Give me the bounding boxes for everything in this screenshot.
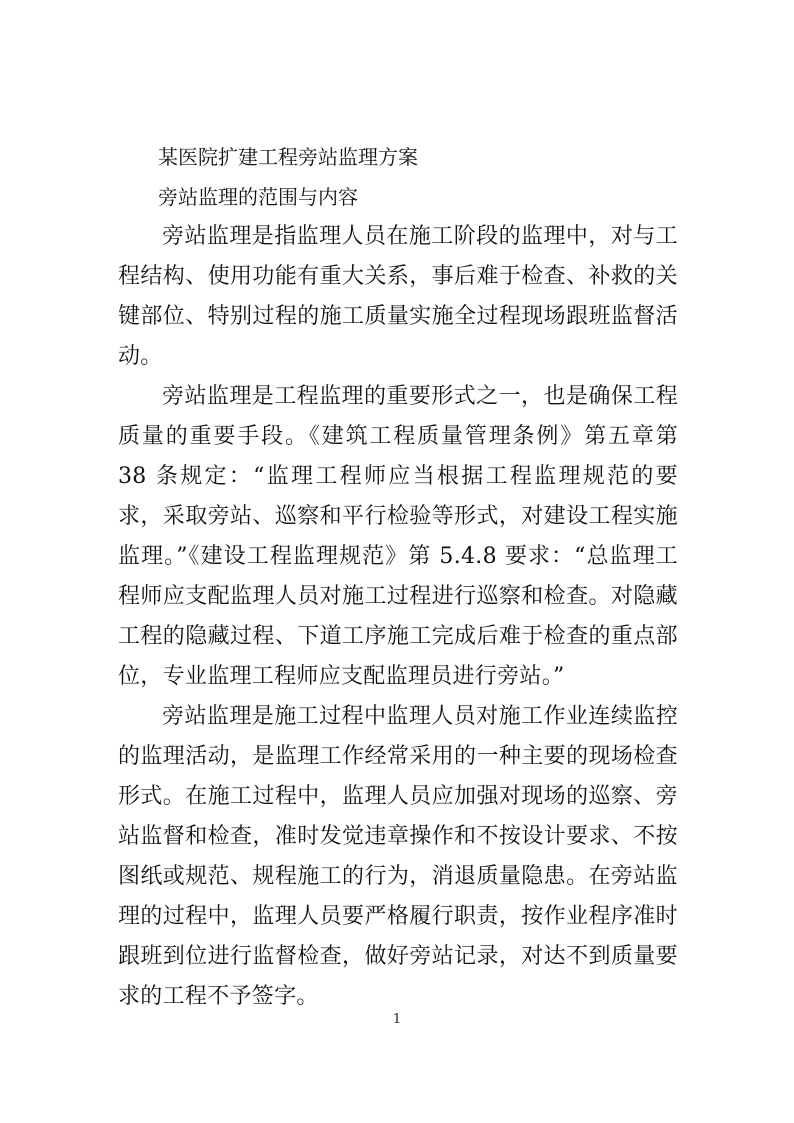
document-title: 某医院扩建工程旁站监理方案 [158,145,418,169]
paragraph-1: 旁站监理是指监理人员在施工阶段的监理中，对与工程结构、使用功能有重大关系，事后难于检查、补救的关键部位、特别过程的施工质量实施全过程现场跟班监督活动。 [118,224,678,369]
paragraph-2: 旁站监理是工程监理的重要形式之一，也是确保工程质量的重要手段。《建筑工程质量管理条例》第五章第 38 条规定：“监理工程师应当根据工程监理规范的要求，采取旁站、巡察和平行检验等形式，对建设工程实施监理。”《建设工程监理规范》第 5.4.8 要求：“总监理工程师应支配监理人员对施工过程进行巡察和检查。对隐藏工程的隐藏过程、下道工序施工完成后难于检查的重点部位，专业监理工程师应支配监理员进行旁站。” [118,384,678,689]
page-number: 1 [392,1012,402,1027]
paragraph-3: 旁站监理是施工过程中监理人员对施工作业连续监控的监理活动，是监理工作经常采用的一种主要的现场检查形式。在施工过程中，监理人员应加强对现场的巡察、旁站监督和检查，准时发觉违章操作和不按设计要求、不按图纸或规范、规程施工的行为，消退质量隐患。在旁站监理的过程中，监理人员要严格履行职责，按作业程序准时跟班到位进行监督检查，做好旁站记录，对达不到质量要求的工程不予签字。 [118,704,678,1009]
section-heading: 旁站监理的范围与内容 [158,185,358,209]
document-body [118,137,678,1017]
